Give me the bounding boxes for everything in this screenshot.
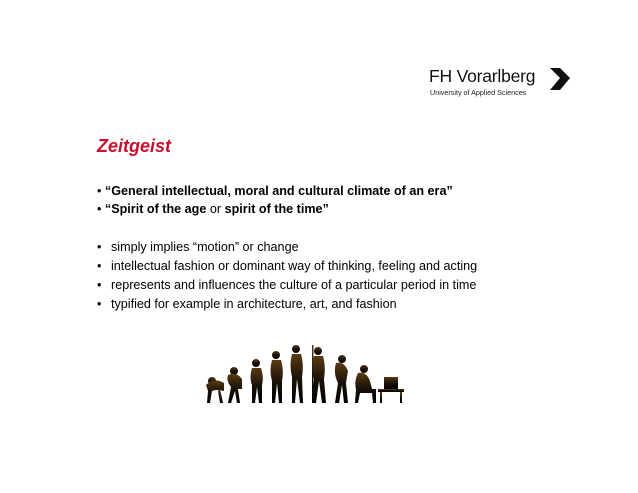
- list-item: [97, 240, 299, 254]
- list-item-text: intellectual fashion or dominant way of thinking, feeling and acting: [111, 259, 478, 273]
- definition-line-2: [97, 202, 329, 216]
- fh-vorarlberg-logo: [429, 66, 574, 106]
- list-item-text: simply implies “motion” or change: [111, 240, 299, 254]
- list-item-text: typified for example in architecture, art, and fashion: [111, 297, 397, 311]
- list-item-text: represents and influences the culture of a particular period in time: [111, 278, 477, 292]
- fh-vorarlberg-logo-mark-icon: [548, 66, 572, 94]
- definition-text: “General intellectual, moral and cultural climate of an era”: [104, 184, 453, 198]
- logo-subtitle: University of Applied Sciences: [430, 88, 527, 97]
- definition-part-2: spirit of the time”: [224, 202, 329, 216]
- evolution-of-man-silhouette-icon: [200, 341, 410, 405]
- bullet: •: [97, 259, 102, 273]
- list-item: [97, 259, 477, 273]
- list-item: [97, 278, 476, 292]
- bullet: •: [97, 240, 102, 254]
- definition-connector: or: [206, 202, 225, 216]
- bullet: •: [97, 202, 102, 216]
- bullet: •: [97, 278, 102, 292]
- list-item: [97, 297, 397, 311]
- definition-line-1: [97, 184, 453, 198]
- bullet: •: [97, 184, 102, 198]
- definition-part-1: “Spirit of the age: [104, 202, 207, 216]
- logo-name: FH Vorarlberg: [429, 66, 536, 86]
- bullet: •: [97, 297, 102, 311]
- slide-title: Zeitgeist: [97, 136, 172, 156]
